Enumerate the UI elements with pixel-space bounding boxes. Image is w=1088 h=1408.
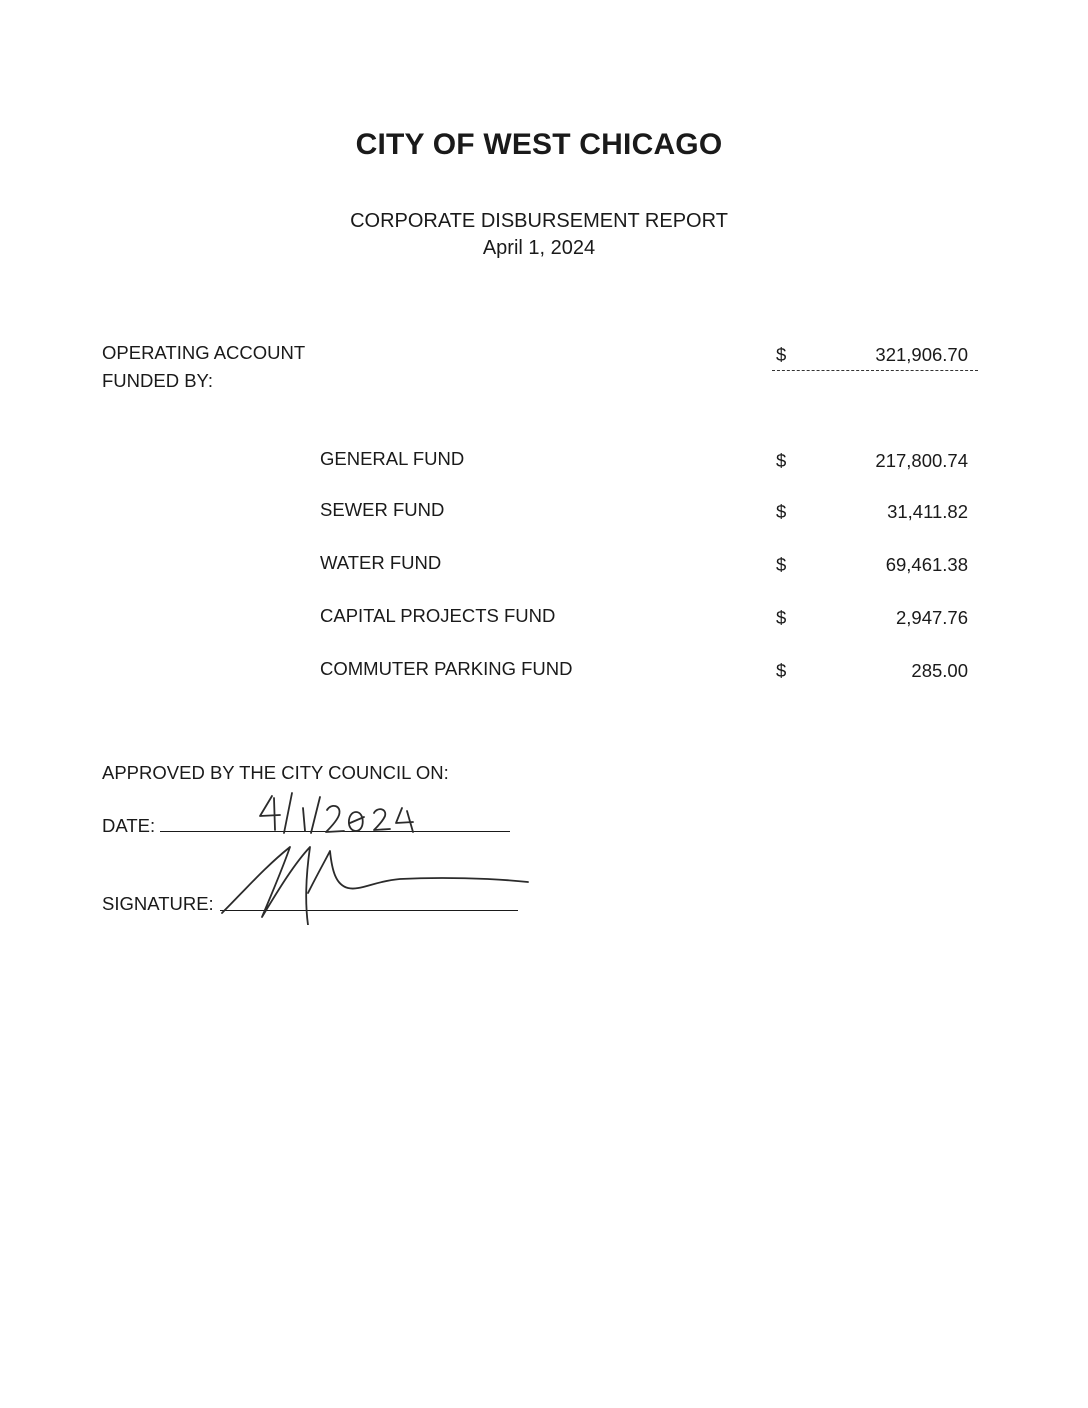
report-date: April 1, 2024	[482, 237, 596, 259]
handwriting-ink	[210, 775, 540, 925]
fund-amount: 2,947.76	[895, 607, 968, 628]
operating-account-label: OPERATING ACCOUNT	[102, 342, 306, 363]
date-label: DATE:	[102, 815, 156, 836]
fund-currency: $	[776, 450, 787, 471]
fund-currency: $	[776, 660, 787, 681]
funded-by-label: FUNDED BY:	[102, 370, 214, 391]
fund-currency: $	[776, 607, 787, 628]
fund-name: SEWER FUND	[320, 499, 445, 520]
fund-amount: 69,461.38	[885, 554, 968, 575]
fund-currency: $	[776, 554, 787, 575]
fund-amount: 31,411.82	[887, 501, 968, 522]
fund-name: GENERAL FUND	[320, 448, 465, 469]
fund-amount: 217,800.74	[875, 450, 968, 471]
operating-amount: 321,906.70	[875, 344, 968, 365]
fund-amount: 285.00	[911, 660, 968, 681]
report-subtitle: CORPORATE DISBURSEMENT REPORT	[350, 210, 728, 232]
fund-name: COMMUTER PARKING FUND	[320, 658, 573, 679]
operating-currency: $	[776, 344, 787, 365]
approval-heading: APPROVED BY THE CITY COUNCIL ON:	[102, 762, 449, 783]
fund-name: CAPITAL PROJECTS FUND	[320, 605, 556, 626]
fund-currency: $	[776, 501, 787, 522]
handwritten-date	[260, 793, 413, 833]
report-title: CITY OF WEST CHICAGO	[355, 128, 723, 161]
fund-name: WATER FUND	[320, 552, 442, 573]
total-rule-divider	[772, 370, 978, 371]
signature-label: SIGNATURE:	[102, 893, 214, 914]
signature-mark	[222, 847, 528, 925]
